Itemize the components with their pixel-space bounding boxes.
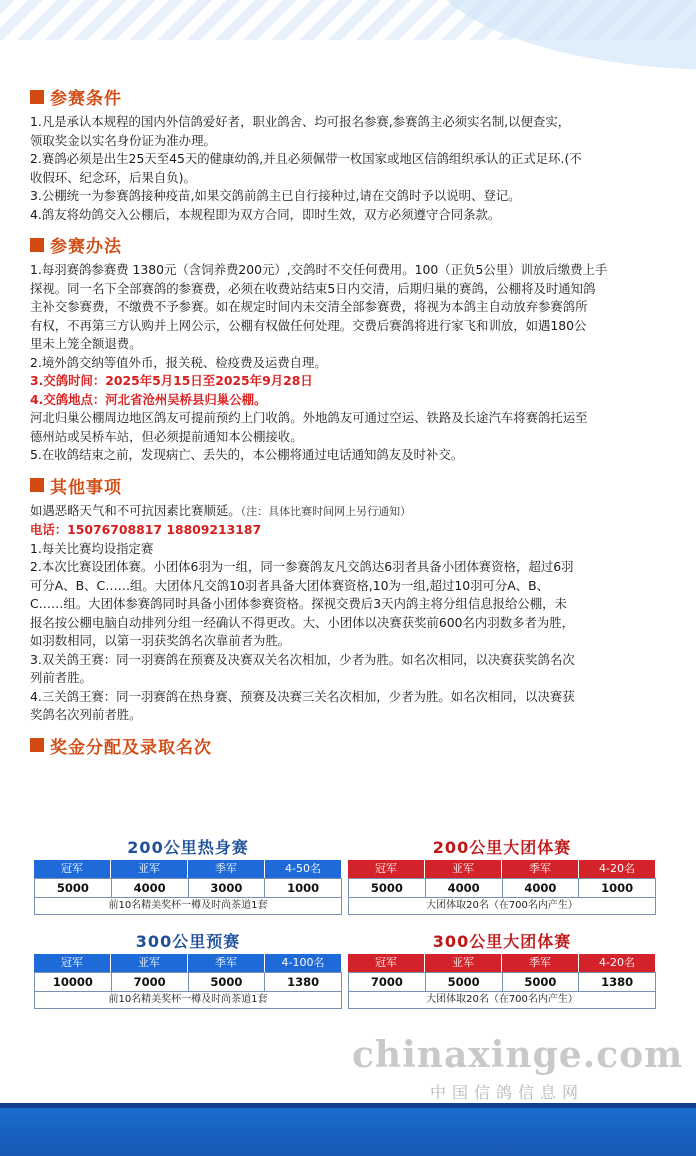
text-line: 2.境外鸽交纳等值外币，报关税、检疫费及运费自理。 [30, 354, 327, 370]
header-cell: 季军 [188, 860, 265, 878]
text-line: 4.三关鸽王赛：同一羽赛鸽在热身赛、预赛及决赛三关名次相加，少者为胜。如名次相同，以决赛获 [30, 688, 575, 704]
text-line: 可分A、B、C……组。大团体凡交鸽10羽者具备大团体赛资格,10为一组,超过10羽可分A、B、 [30, 577, 550, 593]
section-title-other: 其他事项 [30, 473, 670, 498]
text-line: 2.本次比赛设团体赛。小团体6羽为一组，同一参赛鸽友凡交鸽达6羽者具备小团体赛资格，超过6羽 [30, 559, 574, 574]
square-bullet-icon [30, 478, 44, 492]
value-cell: 10000 [34, 972, 112, 992]
value-cell: 4000 [503, 878, 580, 898]
text-line: 列前者胜。 [30, 670, 92, 685]
prize-table-300km-team [348, 930, 656, 1009]
header-cell: 亚军 [425, 954, 502, 972]
text-line: 有权，不再第三方认购并上网公示，公棚有权做任何处理。交费后赛鸽将进行家飞和训放，如遇180公 [30, 317, 587, 333]
watermark-cn: 中国信鸽信息网 [430, 1083, 585, 1102]
value-cell: 7000 [348, 972, 426, 992]
text-line: 河北归巢公棚周边地区鸽友可提前预约上门收鸽。外地鸽友可通过空运、铁路及长途汽车将赛鸽托运至 [30, 410, 588, 425]
header-cell: 4-50名 [265, 860, 342, 878]
table-footnote: 大团体取20名（在700名内产生） [348, 898, 656, 915]
header-cell: 季军 [188, 954, 265, 972]
header-cell: 4-20名 [579, 954, 656, 972]
text-line: 里未上笼全额退费。 [30, 336, 142, 351]
prize-table-300km-prelim [34, 930, 342, 1009]
square-bullet-icon [30, 238, 44, 252]
table-value-row [348, 972, 656, 992]
value-cell: 7000 [112, 972, 189, 992]
value-cell: 1000 [265, 878, 342, 898]
text-line: 2.赛鸽必须是出生25天至45天的健康幼鸽,并且必须佩带一枚国家或地区信鸽组织承认的正式足环.(不 [30, 151, 582, 166]
text-line: 3.双关鸽王赛：同一羽赛鸽在预赛及决赛双关名次相加，少者为胜。如名次相同，以决赛获奖鸽名次 [30, 651, 575, 667]
text-line: 3.公棚统一为参赛鸽接种疫苗,如果交鸽前鸽主已自行接种过,请在交鸽时予以说明、登记。 [30, 188, 521, 203]
header-cell: 4-20名 [579, 860, 656, 878]
header-cell: 亚军 [425, 860, 502, 878]
value-cell: 1000 [579, 878, 656, 898]
square-bullet-icon [30, 90, 44, 104]
header-cell: 冠军 [348, 954, 425, 972]
delivery-location: 4.交鸽地点：河北省沧州吴桥县归巢公棚。 [30, 391, 267, 407]
text-line: 1.凡是承认本规程的国内外信鸽爱好者，职业鸽舍、均可报名参赛,参赛鸽主必须实名制,以便查实， [30, 114, 571, 129]
value-cell: 4000 [426, 878, 503, 898]
value-cell: 1380 [579, 972, 656, 992]
text-line: 1.每关比赛均设指定赛 [30, 540, 154, 556]
section-title-method: 参赛办法 [30, 232, 670, 257]
header-cell: 冠军 [34, 860, 111, 878]
table-footnote: 前10名精美奖杯一樽及时尚茶道1套 [34, 898, 342, 915]
value-cell: 3000 [189, 878, 266, 898]
square-bullet-icon [30, 738, 44, 752]
note: （注：具体比赛时间网上另行通知） [240, 504, 412, 518]
value-cell: 5000 [426, 972, 503, 992]
table-header-row [34, 954, 342, 972]
table-footnote: 大团体取20名（在700名内产生） [348, 992, 656, 1009]
header-cell: 季军 [502, 860, 579, 878]
header-cell: 4-100名 [265, 954, 342, 972]
value-cell: 5000 [348, 878, 426, 898]
value-cell: 5000 [189, 972, 266, 992]
prize-table-200km-warmup [34, 836, 342, 915]
text-line: 探视。同一名下全部赛鸽的参赛费，必须在收费站结束5日内交清，后期归巢的赛鸽，公棚将及时通知鸽 [30, 280, 596, 296]
table-title: 300公里预赛 [135, 932, 241, 951]
table-header-row [34, 860, 342, 878]
text-line: 4.鸽友将幼鸽交入公棚后，本规程即为双方合同，即时生效，双方必须遵守合同条款。 [30, 206, 501, 222]
table-value-row [34, 878, 342, 898]
text-line: 德州站或吴桥车站，但必须提前通知本公棚接收。 [30, 428, 303, 444]
delivery-time: 3.交鸽时间：2025年5月15日至2025年9月28日 [30, 373, 313, 388]
header-cell: 冠军 [348, 860, 425, 878]
phone-numbers: 电话：15076708817 18809213187 [30, 522, 262, 537]
text-line: 如羽数相同，以第一羽获奖鸽名次靠前者为胜。 [30, 633, 291, 648]
section-title-prizes: 奖金分配及录取名次 [30, 733, 670, 758]
text-line: 收假环、纪念环，后果自负)。 [30, 169, 196, 185]
header-cell: 冠军 [34, 954, 111, 972]
text-line: 如遇恶略天气和不可抗因素比赛顺延。（注：具体比赛时间网上另行通知） [30, 502, 412, 518]
table-title: 200公里大团体赛 [432, 838, 572, 857]
value-cell: 1380 [265, 972, 342, 992]
text-line: 报名按公棚电脑自动排列分组一经确认不得更改。大、小团体以决赛获奖前600名内羽数多者为胜， [30, 614, 575, 630]
text-line: 领取奖金以实名身份证为准办理。 [30, 132, 216, 148]
prize-tables [34, 836, 662, 1036]
value-cell: 4000 [112, 878, 189, 898]
text-line: 5.在收鸽结束之前，发现病亡、丢失的，本公棚将通过电话通知鸽友及时补交。 [30, 447, 464, 462]
value-cell: 5000 [34, 878, 112, 898]
table-title: 300公里大团体赛 [432, 932, 572, 951]
table-value-row [34, 972, 342, 992]
text-line: 1.每羽赛鸽参赛费 1380元（含饲养费200元）,交鸽时不交任何费用。100（正负5公里）训放后缴费上手 [30, 262, 608, 277]
prize-table-200km-team [348, 836, 656, 915]
table-footnote: 前10名精美奖杯一樽及时尚茶道1套 [34, 992, 342, 1009]
text-line: 奖鸽名次列前者胜。 [30, 707, 142, 722]
section-title-conditions: 参赛条件 [30, 84, 670, 109]
rules-content [30, 78, 670, 762]
header-cell: 季军 [502, 954, 579, 972]
text-line: 主补交参赛费，不缴费不予参赛。如在规定时间内未交清全部参赛费，将视为本鸽主自动放弃参赛鸽所 [30, 299, 588, 314]
bottom-bar [0, 1103, 696, 1156]
header-cell: 亚军 [111, 860, 188, 878]
table-value-row [348, 878, 656, 898]
header-cell: 亚军 [111, 954, 188, 972]
table-header-row [348, 954, 656, 972]
table-title: 200公里热身赛 [127, 838, 249, 857]
watermark: chinaxinge.com [352, 1034, 684, 1076]
text-line: C……组。大团体参赛鸽同时具备小团体参赛资格。探视交费后3天内鸽主将分组信息报给公棚，未 [30, 596, 567, 611]
table-header-row [348, 860, 656, 878]
value-cell: 5000 [503, 972, 580, 992]
